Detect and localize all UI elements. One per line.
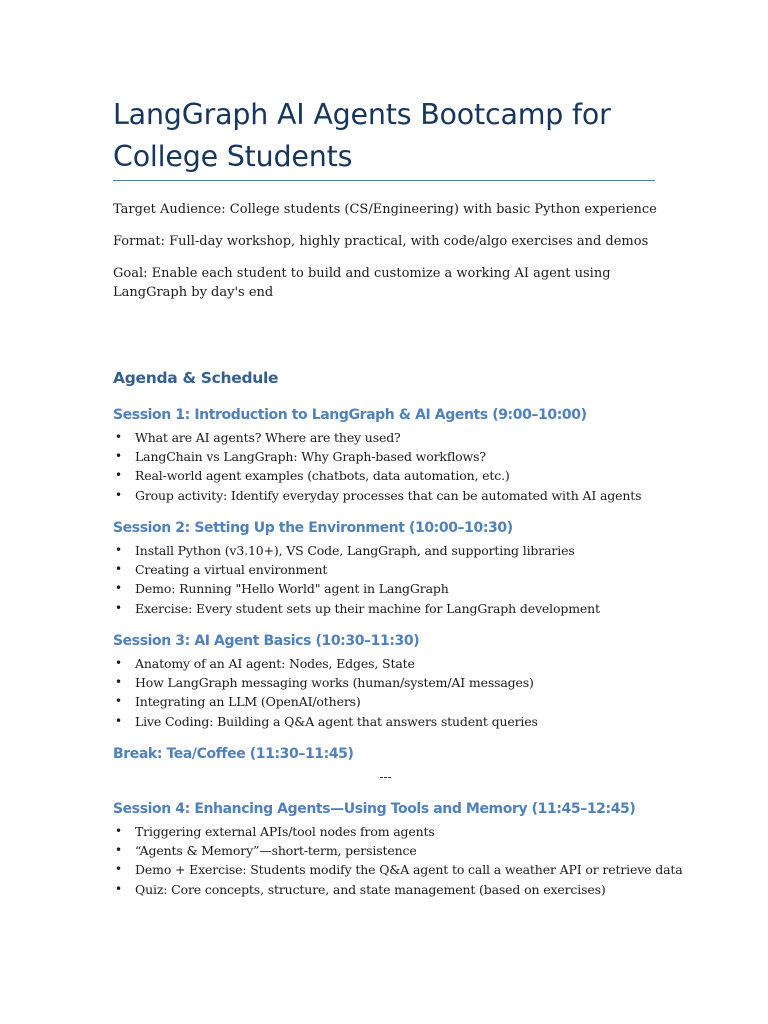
list-item: • What are AI agents? Where are they used? (113, 428, 658, 447)
list-item: • Demo: Running "Hello World" agent in LangGraph (113, 579, 658, 598)
section-separator: --- (379, 770, 392, 784)
target-audience-text: Target Audience: College students (CS/Engineering) with basic Python experience (113, 202, 657, 217)
list-item: • Anatomy of an AI agent: Nodes, Edges, State (113, 654, 658, 673)
session-1-title: Session 1: Introduction to LangGraph & AI Agents (9:00–10:00) (113, 407, 587, 423)
bullet-icon: • (115, 656, 122, 670)
bullet-icon: • (115, 487, 122, 502)
bullet-icon: • (115, 543, 122, 557)
document-title: LangGraph AI Agents Bootcamp for College Students (113, 98, 611, 173)
bullet-icon: • (115, 562, 122, 577)
list-item: • Install Python (v3.10+), VS Code, LangGraph, and supporting libraries (113, 541, 658, 560)
session-3-title: Session 3: AI Agent Basics (10:30–11:30) (113, 633, 420, 649)
session-2-title: Session 2: Setting Up the Environment (10:00–10:30) (113, 520, 513, 536)
list-item: • Demo + Exercise: Students modify the Q&A agent to call a weather API or retrieve data (113, 860, 658, 879)
bullet-icon: • (115, 449, 122, 464)
bullet-icon: • (115, 824, 122, 838)
bullet-icon: • (115, 468, 122, 483)
list-item: • Quiz: Core concepts, structure, and state management (based on exercises) (113, 880, 658, 899)
bullet-icon: • (115, 694, 122, 709)
break-title: Break: Tea/Coffee (11:30–11:45) (113, 746, 354, 762)
bullet-icon: • (115, 713, 122, 728)
list-item: • LangChain vs LangGraph: Why Graph-based workflows? (113, 447, 658, 466)
session-4-title: Session 4: Enhancing Agents—Using Tools and Memory (11:45–12:45) (113, 801, 636, 817)
list-item: • Live Coding: Building a Q&A agent that answers student queries (113, 712, 658, 731)
bullet-icon: • (115, 600, 122, 615)
bullet-icon: • (115, 843, 122, 858)
list-item: • How LangGraph messaging works (human/system/AI messages) (113, 673, 658, 692)
session-1-list (113, 428, 658, 505)
list-item: • Integrating an LLM (OpenAI/others) (113, 692, 658, 711)
title-underline (113, 180, 655, 181)
session-4-list (113, 822, 683, 899)
list-item: • Group activity: Identify everyday processes that can be automated with AI agents (113, 486, 658, 505)
bullet-icon: • (115, 881, 122, 896)
list-item: • Exercise: Every student sets up their machine for LangGraph development (113, 599, 658, 618)
session-2-list (113, 541, 658, 618)
bullet-icon: • (115, 430, 122, 444)
list-item: • Creating a virtual environment (113, 560, 658, 579)
session-3-list (113, 654, 658, 731)
bullet-icon: • (115, 862, 122, 877)
bullet-icon: • (115, 675, 122, 690)
format-text: Format: Full-day workshop, highly practical, with code/algo exercises and demos (113, 234, 649, 249)
bullet-icon: • (115, 581, 122, 596)
goal-text: Goal: Enable each student to build and customize a working AI agent using LangGraph by day's end (113, 266, 611, 300)
list-item: • Real-world agent examples (chatbots, data automation, etc.) (113, 466, 658, 485)
list-item: • “Agents & Memory”—short-term, persistence (113, 841, 658, 860)
agenda-heading: Agenda & Schedule (113, 369, 279, 387)
list-item: • Triggering external APIs/tool nodes from agents (113, 822, 658, 841)
